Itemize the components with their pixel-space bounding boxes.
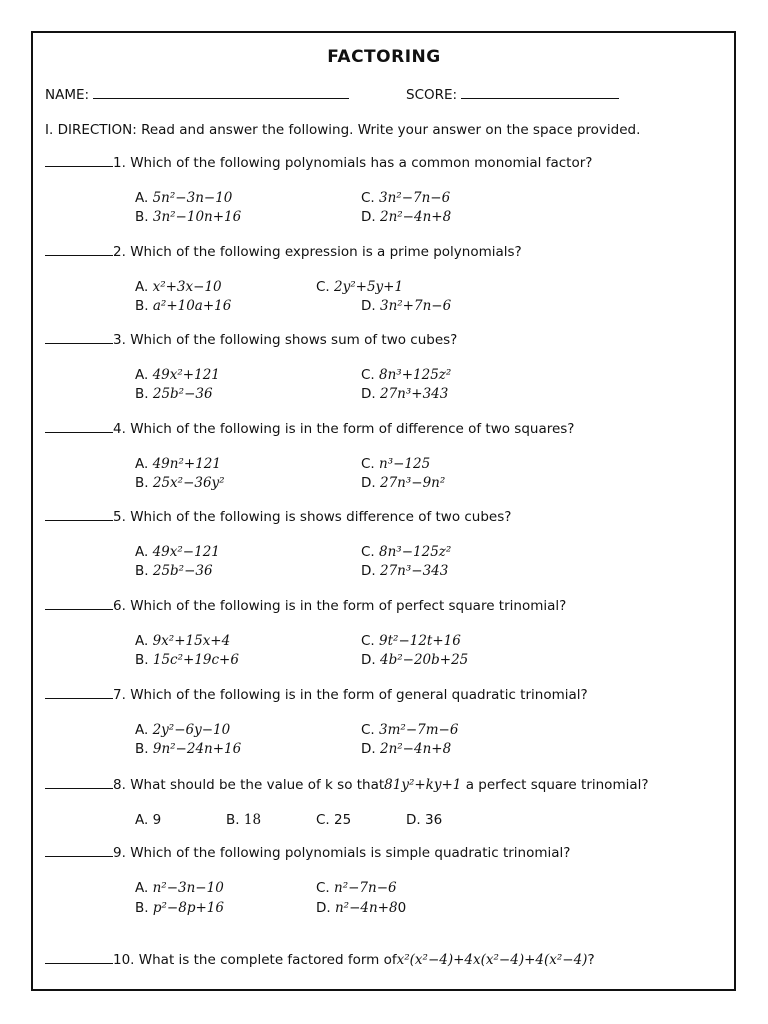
question-number: 1.	[113, 155, 126, 171]
question-number: 9.	[113, 845, 126, 861]
choice-d: D. n²−4n+80	[316, 900, 407, 916]
choice-c: C. 25	[316, 812, 352, 828]
choice-d: D. 2n²−4n+8	[361, 209, 452, 225]
question-4	[45, 421, 574, 437]
choice-d: D. 27n³−9n²	[361, 475, 446, 491]
question-number: 8.	[113, 777, 126, 793]
choice-d: D. 3n²+7n−6	[361, 298, 452, 314]
question-8	[45, 777, 649, 793]
choice-b: B. p²−8p+16	[135, 900, 224, 916]
choice-d: D. 27n³−343	[361, 563, 449, 579]
question-text: Which of the following is in the form of perfect square trinomial?	[130, 598, 567, 614]
question-text: Which of the following polynomials is simple quadratic trinomial?	[130, 845, 571, 861]
question-expression: x²(x²−4)+4x(x²−4)+4(x²−4)	[396, 952, 588, 968]
answer-blank[interactable]	[45, 598, 113, 610]
question-2	[45, 244, 522, 260]
choice-a: A. 49x²−121	[135, 544, 220, 560]
score-line	[406, 87, 619, 103]
question-text-end: a perfect square trinomial?	[461, 777, 649, 793]
question-number: 6.	[113, 598, 126, 614]
question-text: Which of the following is in the form of difference of two squares?	[130, 421, 575, 437]
score-label: SCORE:	[406, 87, 458, 103]
choice-c: C. 3m²−7m−6	[361, 722, 459, 738]
name-line	[45, 87, 349, 103]
choice-a: A. 49x²+121	[135, 367, 220, 383]
choice-b: B. 25b²−36	[135, 563, 213, 579]
question-number: 3.	[113, 332, 126, 348]
question-7	[45, 687, 588, 703]
answer-blank[interactable]	[45, 155, 113, 167]
question-text-end: ?	[587, 952, 595, 968]
question-number: 5.	[113, 509, 126, 525]
choice-b: B. 18	[226, 812, 262, 828]
choice-c: C. n²−7n−6	[316, 880, 397, 896]
choice-a: A. 5n²−3n−10	[135, 190, 233, 206]
choice-a: A. 9	[135, 812, 162, 828]
choice-b: B. 9n²−24n+16	[135, 741, 242, 757]
choice-c: C. 3n²−7n−6	[361, 190, 451, 206]
choice-b: B. 3n²−10n+16	[135, 209, 242, 225]
choice-d: D. 2n²−4n+8	[361, 741, 452, 757]
question-text: Which of the following shows sum of two cubes?	[130, 332, 458, 348]
answer-blank[interactable]	[45, 244, 113, 256]
question-number: 10.	[113, 952, 135, 968]
question-1	[45, 155, 592, 171]
question-10	[45, 952, 595, 968]
question-5	[45, 509, 511, 525]
choice-b: B. 15c²+19c+6	[135, 652, 239, 668]
choice-c: C. 9t²−12t+16	[361, 633, 461, 649]
choice-c: C. n³−125	[361, 456, 431, 472]
answer-blank[interactable]	[45, 509, 113, 521]
question-text: Which of the following is shows difference of two cubes?	[130, 509, 512, 525]
choice-d: D. 27n³+343	[361, 386, 449, 402]
answer-blank[interactable]	[45, 687, 113, 699]
answer-blank[interactable]	[45, 421, 113, 433]
question-text: Which of the following polynomials has a common monomial factor?	[130, 155, 593, 171]
question-3	[45, 332, 457, 348]
answer-blank[interactable]	[45, 845, 113, 857]
choice-a: A. 49n²+121	[135, 456, 221, 472]
question-number: 4.	[113, 421, 126, 437]
choice-b: B. 25x²−36y²	[135, 475, 225, 491]
direction-text: I. DIRECTION: Read and answer the following. Write your answer on the space provided.	[45, 122, 641, 138]
choice-b: B. a²+10a+16	[135, 298, 232, 314]
choice-a: A. 2y²−6y−10	[135, 722, 231, 738]
score-field[interactable]	[461, 87, 619, 99]
choice-a: A. n²−3n−10	[135, 880, 224, 896]
choice-a: A. 9x²+15x+4	[135, 633, 231, 649]
question-expression: 81y²+ky+1	[384, 777, 462, 793]
question-number: 7.	[113, 687, 126, 703]
answer-blank[interactable]	[45, 952, 113, 964]
question-text: Which of the following expression is a prime polynomials?	[130, 244, 522, 260]
question-text: What should be the value of k so that	[130, 777, 385, 793]
question-number: 2.	[113, 244, 126, 260]
question-6	[45, 598, 566, 614]
page-title: FACTORING	[327, 47, 441, 67]
choice-b: B. 25b²−36	[135, 386, 213, 402]
question-text: Which of the following is in the form of general quadratic trinomial?	[130, 687, 588, 703]
choice-a: A. x²+3x−10	[135, 279, 222, 295]
answer-blank[interactable]	[45, 332, 113, 344]
question-text: What is the complete factored form of	[138, 952, 397, 968]
choice-d: D. 4b²−20b+25	[361, 652, 469, 668]
choice-c: C. 2y²+5y+1	[316, 279, 404, 295]
choice-c: C. 8n³+125z²	[361, 367, 452, 383]
name-label: NAME:	[45, 87, 90, 103]
question-9	[45, 845, 570, 861]
name-field[interactable]	[93, 87, 349, 99]
choice-c: C. 8n³−125z²	[361, 544, 452, 560]
choice-d: D. 36	[406, 812, 443, 828]
answer-blank[interactable]	[45, 777, 113, 789]
